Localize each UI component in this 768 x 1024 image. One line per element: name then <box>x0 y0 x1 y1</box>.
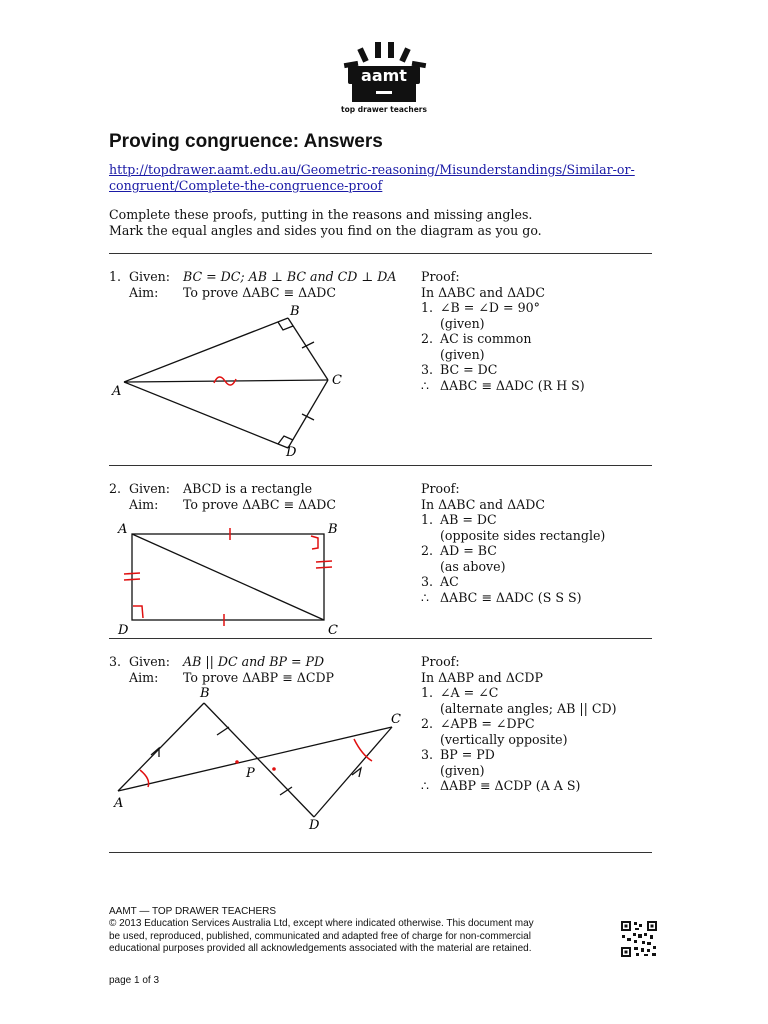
proof-in: In ΔABC and ΔADC <box>421 496 546 512</box>
proof-title: Proof: <box>421 269 460 284</box>
divider <box>109 253 652 254</box>
proof-3 <box>421 654 616 794</box>
proof-reason: (opposite sides rectangle) <box>440 527 606 543</box>
footer-org: AAMT — TOP DRAWER TEACHERS <box>109 906 277 917</box>
logo-text: aamt <box>361 66 407 85</box>
proof-reason: (given) <box>440 315 485 331</box>
logo-subtitle: top drawer teachers <box>341 105 427 114</box>
proof-conclusion: ∴ ΔABC ≡ ΔADC (R H S) <box>421 377 585 393</box>
footer-copyright: be used, reproduced, published, communicated and adapted free of charge for non-commercial <box>109 930 531 942</box>
double-tick-ad <box>124 573 140 574</box>
proof-in: In ΔABC and ΔADC <box>421 284 546 300</box>
side-ab <box>124 318 288 382</box>
qr-code-icon <box>620 920 658 958</box>
label-c: C <box>328 623 338 638</box>
diagram-3 <box>104 683 424 833</box>
label-a: A <box>114 796 124 811</box>
aim-label: Aim: <box>129 285 159 300</box>
double-tick-bc <box>316 561 332 562</box>
question-number: 1. <box>109 269 122 284</box>
right-angle-d <box>133 606 143 618</box>
side-bc <box>288 318 328 380</box>
right-angle-b <box>311 536 318 549</box>
aim-text: To prove ΔABC ≡ ΔADC <box>183 497 337 512</box>
label-a: A <box>118 522 128 537</box>
given-text: ABCD is a rectangle <box>183 481 313 496</box>
label-b: B <box>200 686 210 701</box>
footer-copyright: © 2013 Education Services Australia Ltd, except where indicated otherwise. This document may <box>109 918 534 930</box>
given-text: AB || DC and BP = PD <box>183 654 325 669</box>
proof-reason: (given) <box>440 762 485 778</box>
angle-dot-apb <box>235 760 239 764</box>
proof-step: 1. AB = DC <box>421 512 497 527</box>
line-bd <box>204 703 314 817</box>
given-label: Given: <box>129 654 171 669</box>
proof-reason: (as above) <box>440 558 506 574</box>
label-d: D <box>286 445 297 460</box>
angle-mark-c <box>354 739 372 761</box>
question-2-header <box>109 481 409 517</box>
source-link-line-1[interactable]: http://topdrawer.aamt.edu.au/Geometric-reasoning/Misunderstandings/Similar-or- <box>109 162 635 177</box>
side-cd <box>288 380 328 448</box>
proof-conclusion: ∴ ΔABC ≡ ΔADC (S S S) <box>421 589 582 605</box>
proof-title: Proof: <box>421 654 460 669</box>
given-label: Given: <box>129 481 171 496</box>
aim-text: To prove ΔABP ≡ ΔCDP <box>183 670 335 685</box>
tick-bp <box>217 727 229 735</box>
proof-reason: (vertically opposite) <box>440 731 568 747</box>
aim-label: Aim: <box>129 670 159 685</box>
aim-text: To prove ΔABC ≡ ΔADC <box>183 285 337 300</box>
proof-reason: (alternate angles; AB || CD) <box>440 700 617 716</box>
label-a: A <box>112 384 122 399</box>
divider <box>109 465 652 466</box>
instructions-line-2: Mark the equal angles and sides you find on the diagram as you go. <box>109 223 542 238</box>
instructions-line-1: Complete these proofs, putting in the reasons and missing angles. <box>109 207 533 222</box>
aim-label: Aim: <box>129 497 159 512</box>
divider <box>109 638 652 639</box>
footer-copyright: educational purposes provided all acknowledgements associated with the material are retained. <box>109 942 532 954</box>
question-number: 3. <box>109 654 122 669</box>
page-number: page 1 of 3 <box>109 975 160 986</box>
side-ab <box>118 703 204 791</box>
page-title: Proving congruence: Answers <box>109 131 383 152</box>
line-ac <box>118 727 392 791</box>
proof-step: 2. ∠APB = ∠DPC <box>421 716 535 731</box>
source-link[interactable] <box>109 162 669 194</box>
diagonal-ac <box>132 534 324 620</box>
proof-step: 1. ∠B = ∠D = 90° <box>421 300 540 315</box>
side-dc <box>314 727 392 817</box>
proof-2 <box>421 481 605 605</box>
aamt-logo <box>330 40 438 116</box>
label-b: B <box>328 522 338 537</box>
proof-step: 1. ∠A = ∠C <box>421 685 499 700</box>
proof-1 <box>421 269 585 393</box>
footer <box>109 906 609 955</box>
label-c: C <box>391 712 401 727</box>
proof-title: Proof: <box>421 481 460 496</box>
question-number: 2. <box>109 481 122 496</box>
instructions <box>109 207 542 239</box>
label-b: B <box>290 304 300 319</box>
label-c: C <box>332 373 342 388</box>
proof-reason: (given) <box>440 346 485 362</box>
given-label: Given: <box>129 269 171 284</box>
proof-in: In ΔABP and ΔCDP <box>421 669 543 685</box>
proof-conclusion: ∴ ΔABP ≡ ΔCDP (A A S) <box>421 778 581 793</box>
proof-step: 3. BC = DC <box>421 362 498 377</box>
given-text: BC = DC; AB ⊥ BC and CD ⊥ DA <box>183 269 397 284</box>
proof-step: 3. BP = PD <box>421 747 495 762</box>
angle-dot-dpc <box>272 767 276 771</box>
proof-step: 2. AD = BC <box>421 543 497 558</box>
label-p: P <box>246 766 255 781</box>
proof-step: 3. AC <box>421 574 459 589</box>
label-d: D <box>118 623 129 638</box>
diagram-2 <box>110 518 350 640</box>
label-d: D <box>309 818 320 833</box>
side-da <box>124 382 288 448</box>
divider <box>109 852 652 853</box>
proof-step: 2. AC is common <box>421 331 532 346</box>
source-link-line-2[interactable]: congruent/Complete-the-congruence-proof <box>109 178 383 193</box>
diagram-1 <box>100 300 360 462</box>
